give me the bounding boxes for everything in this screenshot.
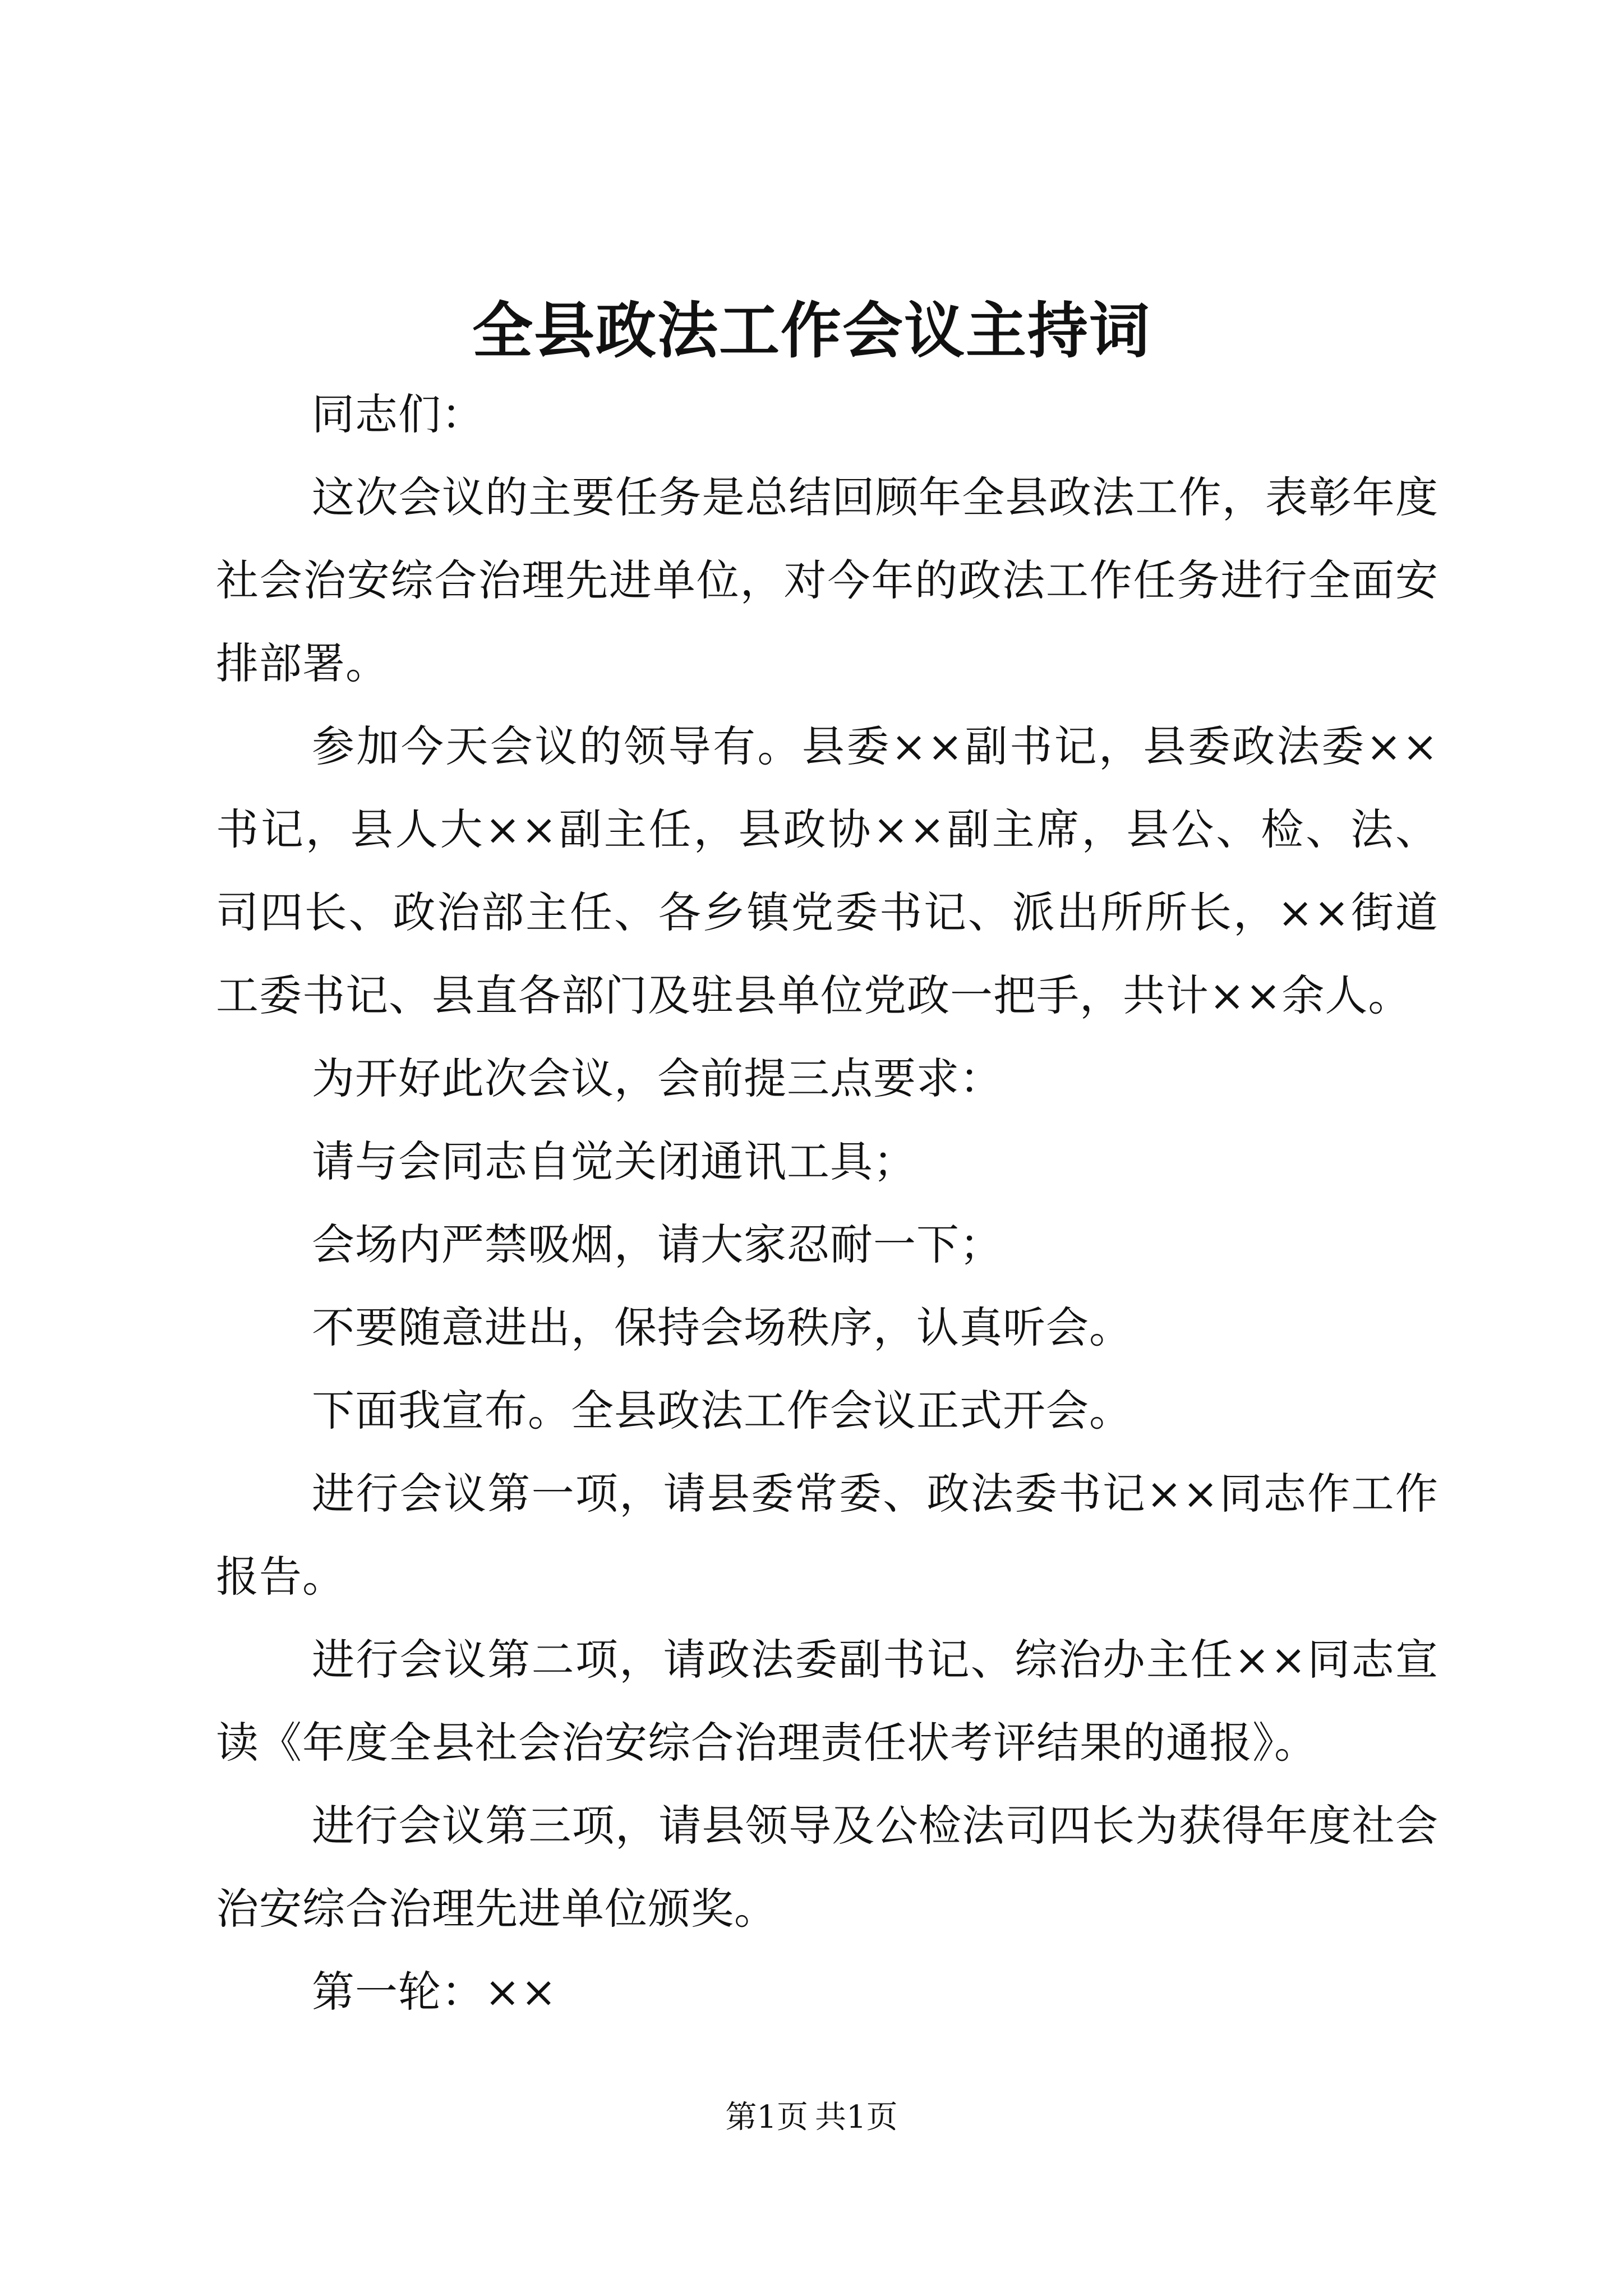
page-number-total: 共1页 — [815, 2099, 898, 2136]
document-body — [216, 373, 1438, 2033]
paragraph-opening-announcement: 下面我宣布。全县政法工作会议正式开会。 — [312, 1386, 1132, 1435]
paragraph-requirement-3: 不要随意进出，保持会场秩序，认真听会。 — [312, 1303, 1132, 1352]
paragraph-salutation: 同志们： — [312, 389, 485, 439]
paragraph-agenda-item-1: 进行会议第一项，请县委常委、政法委书记××同志作工作报告。 — [216, 1469, 1438, 1602]
paragraph-requirements-intro: 为开好此次会议，会前提三点要求： — [312, 1053, 1003, 1103]
paragraph-meeting-task: 这次会议的主要任务是总结回顾年全县政法工作，表彰年度社会治安综合治理先进单位，对今年的政法工作任务进行全面安排部署。 — [216, 472, 1438, 688]
page-number-current: 第1页 — [725, 2099, 808, 2136]
paragraph-first-round: 第一轮：×× — [312, 1967, 557, 2017]
paragraph-requirement-1: 请与会同志自觉关闭通讯工具； — [312, 1137, 916, 1186]
page-footer — [0, 2095, 1623, 2140]
paragraph-agenda-item-3: 进行会议第三项，请县领导及公检法司四长为获得年度社会治安综合治理先进单位颁奖。 — [216, 1801, 1438, 1934]
document-title: 全县政法工作会议主持词 — [472, 296, 1151, 366]
paragraph-attending-leaders: 参加今天会议的领导有。县委××副书记，县委政法委××书记，县人大××副主任，县政协××副主席，县公、检、法、司四长、政治部主任、各乡镇党委书记、派出所所长，××街道工委书记、县直各部门及驻县单位党政一把手，共计××余人。 — [216, 721, 1438, 1020]
paragraph-requirement-2: 会场内严禁吸烟，请大家忍耐一下； — [312, 1220, 1003, 1269]
paragraph-agenda-item-2: 进行会议第二项，请政法委副书记、综治办主任××同志宣读《年度全县社会治安综合治理责任状考评结果的通报》。 — [216, 1635, 1438, 1768]
